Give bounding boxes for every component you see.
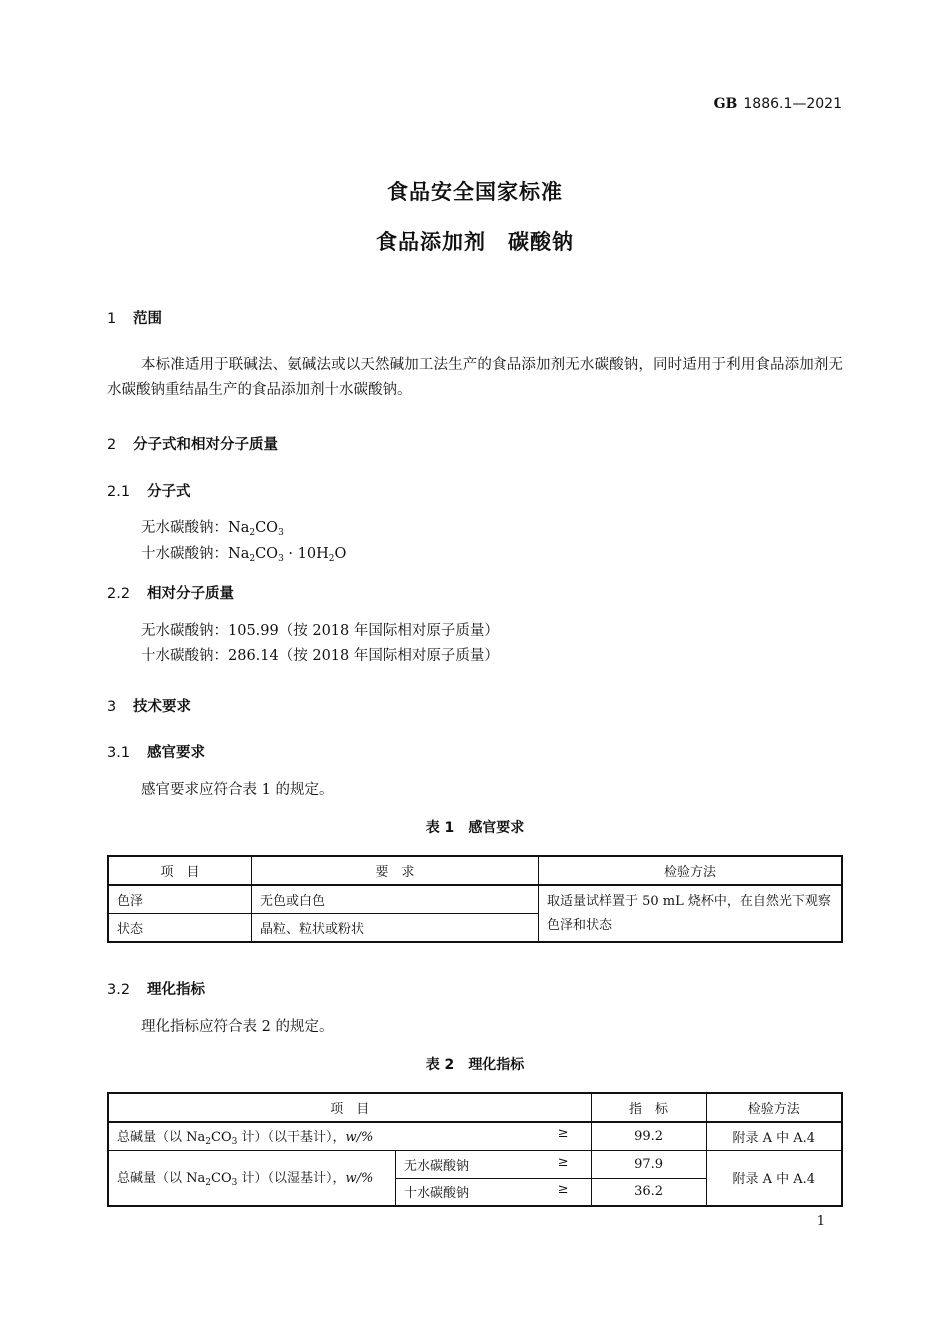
table-cell: 99.2 [591, 1122, 706, 1150]
table-cell: 附录 A 中 A.4 [706, 1122, 842, 1150]
table-cell: 状态 [108, 914, 252, 943]
table-2 [107, 1092, 843, 1207]
doc-title-line1: 食品安全国家标准 [387, 180, 563, 204]
table-2-header: 指 标 [591, 1093, 706, 1122]
mass-decahydrate: 十水碳酸钠：286.14（按 2018 年国际相对原子质量） [141, 648, 499, 664]
formula-anhydrous: 无水碳酸钠：$Na_2CO_3$ [141, 520, 284, 538]
table-1-caption: 表 1 感官要求 [425, 820, 525, 836]
page-number: 1 [816, 1214, 825, 1229]
section-2-1-heading: 2.1 分子式 [107, 484, 191, 500]
table-2-caption: 表 2 理化指标 [425, 1057, 525, 1073]
table-cell: 附录 A 中 A.4 [706, 1150, 842, 1206]
table-row [108, 1122, 842, 1150]
section-3-1-paragraph: 感官要求应符合表 1 的规定。 [141, 782, 334, 798]
table-row [108, 1150, 842, 1178]
table-cell: 97.9 [591, 1150, 706, 1178]
table-cell: 色泽 [108, 885, 252, 914]
doc-title-line2: 食品添加剂 碳酸钠 [376, 230, 574, 254]
section-2-heading: 2 分子式和相对分子质量 [107, 437, 278, 453]
standard-number: GB 1886.1—2021 [713, 96, 842, 112]
section-1-heading: 1 范围 [107, 311, 162, 327]
table-cell: 十水碳酸钠 ≥ [396, 1178, 592, 1206]
table-cell: 总碱量（以 $Na_2CO_3$ 计）（以干基计），w/% ≥ [108, 1122, 591, 1150]
table-1-method: 取适量试样置于 50 mL 烧杯中，在自然光下观察色泽和状态 [539, 885, 843, 942]
section-3-2-paragraph: 理化指标应符合表 2 的规定。 [141, 1019, 334, 1035]
mass-anhydrous: 无水碳酸钠：105.99（按 2018 年国际相对原子质量） [141, 623, 499, 639]
table-cell: 36.2 [591, 1178, 706, 1206]
table-cell: 总碱量（以 $Na_2CO_3$ 计）（以湿基计），w/% [108, 1150, 396, 1206]
table-1-header: 检验方法 [539, 856, 843, 885]
table-1-header: 项 目 [108, 856, 252, 885]
table-cell: 晶粒、粒状或粉状 [252, 914, 539, 943]
table-1 [107, 855, 843, 943]
table-cell: 无水碳酸钠 ≥ [396, 1150, 592, 1178]
section-1-paragraph: 本标准适用于联碱法、氨碱法或以天然碱加工法生产的食品添加剂无水碳酸钠，同时适用于利用食品添加剂无水碳酸钠重结晶生产的食品添加剂十水碳酸钠。 [107, 357, 843, 398]
section-2-2-heading: 2.2 相对分子质量 [107, 586, 234, 602]
table-1-header: 要 求 [252, 856, 539, 885]
formula-decahydrate: 十水碳酸钠：$Na_2CO_3 \cdot 10H_2O$ [141, 546, 347, 564]
table-row [108, 885, 842, 914]
table-2-header: 项 目 [108, 1093, 591, 1122]
section-3-1-heading: 3.1 感官要求 [107, 745, 205, 761]
table-2-header: 检验方法 [706, 1093, 842, 1122]
section-3-heading: 3 技术要求 [107, 699, 191, 715]
section-3-2-heading: 3.2 理化指标 [107, 982, 205, 998]
table-cell: 无色或白色 [252, 885, 539, 914]
